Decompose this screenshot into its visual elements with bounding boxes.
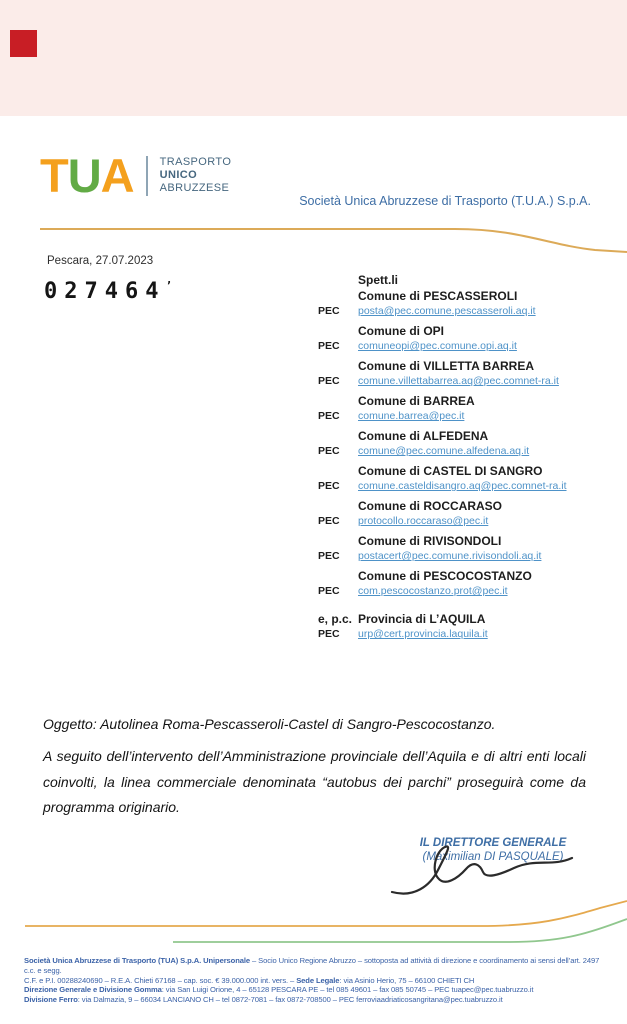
pec-label: PEC	[318, 340, 340, 352]
logo-tagline	[160, 156, 232, 195]
recipient-name: Comune di OPI	[358, 324, 445, 338]
footer-line: Società Unica Abruzzese di Trasporto (TUA) S.p.A. Unipersonale – Socio Unico Regione Abruzzo – sottoposta ad attività di direzione e coordinamento ai sensi dell’art. 2497 c.c. e segg.	[24, 956, 600, 975]
pec-label: PEC	[318, 410, 340, 422]
logo-letter-t: T	[40, 149, 68, 202]
tua-logo	[40, 149, 232, 202]
footer-line: Divisione Ferro: via Dalmazia, 9 – 66034 LANCIANO CH – tel 0872-7081 – fax 0872-708500 – PEC ferroviaadriaticosangritana@pec.tuabruzzo.it	[24, 995, 503, 1005]
footer-legal-text	[24, 956, 610, 1005]
cc-block	[318, 611, 618, 642]
pec-label: PEC	[318, 550, 340, 562]
logo-tagline-line1: TRASPORTO	[159, 156, 232, 168]
pec-label: PEC	[318, 480, 340, 492]
signer-role: IL DIRETTORE GENERALE	[419, 837, 567, 849]
recipient-email-link[interactable]: postacert@pec.comune.rivisondoli.aq.it	[358, 550, 542, 562]
cc-email-link[interactable]: urp@cert.provincia.laquila.it	[358, 628, 488, 640]
footer-decorative-curves	[0, 900, 627, 958]
recipient-name: Comune di ALFEDENA	[358, 429, 489, 443]
logo-tagline-line2: UNICO	[159, 169, 198, 181]
recipient-item	[318, 428, 618, 459]
recipient-name: Comune di PESCASSEROLI	[358, 289, 518, 303]
recipient-name: Comune di CASTEL DI SANGRO	[358, 464, 543, 478]
pec-label: PEC	[318, 305, 340, 317]
cc-prefix: e, p.c.	[318, 612, 353, 626]
recipient-name: Comune di VILLETTA BARREA	[358, 359, 534, 373]
recipient-name: Comune di BARREA	[358, 394, 475, 408]
red-marker-square	[10, 30, 37, 57]
recipient-email-link[interactable]: posta@pec.comune.pescasseroli.aq.it	[358, 305, 536, 317]
pec-label: PEC	[318, 445, 340, 457]
recipient-item	[318, 533, 618, 564]
letter-page	[0, 116, 627, 1024]
handwritten-signature	[386, 840, 581, 902]
recipient-item	[318, 498, 618, 529]
protocol-stamp-mark: ’	[165, 279, 173, 292]
recipient-name: Comune di ROCCARASO	[358, 499, 502, 513]
footer-line: Direzione Generale e Divisione Gomma: via San Luigi Orione, 4 – 65128 PESCARA PE – tel 085 49601 – fax 085 50745 – PEC tuapec@pec.tuabruzzo.it	[24, 985, 534, 995]
recipient-email-link[interactable]: comune@pec.comune.alfedena.aq.it	[358, 445, 530, 457]
recipient-email-link[interactable]: comune.barrea@pec.it	[358, 410, 465, 422]
pec-label: PEC	[318, 515, 340, 527]
footer-line: C.F. e P.I. 00288240690 – R.E.A. Chieti 67168 – cap. soc. € 39.000.000 int. vers. – Sede Legale: via Asinio Herio, 75 – 66100 CHIETI CH	[24, 975, 475, 985]
recipient-email-link[interactable]: comuneopi@pec.comune.opi.aq.it	[358, 340, 517, 352]
salutation: Spett.li	[358, 273, 399, 287]
recipient-item	[318, 323, 618, 354]
recipient-email-link[interactable]: com.pescocostanzo.prot@pec.it	[358, 585, 508, 597]
company-name-line: Società Unica Abruzzese di Trasporto (T.U.A.) S.p.A.	[299, 194, 591, 208]
pec-label: PEC	[318, 375, 340, 387]
recipients-list	[318, 288, 618, 599]
body-paragraph: A seguito dell’intervento dell’Amministrazione provinciale dell’Aquila e di altri enti locali coinvolti, la linea commerciale denominata “autobus dei parchi” proseguirà come da programma originario.	[43, 748, 586, 815]
logo-letter-a: A	[100, 149, 134, 202]
recipient-item	[318, 568, 618, 599]
cc-recipient-name: Provincia di L’AQUILA	[358, 612, 486, 626]
recipients-block	[318, 272, 618, 642]
tua-logo-wordmark	[40, 149, 134, 202]
recipient-item	[318, 463, 618, 494]
signer-name: (Maximilian DI PASQUALE)	[422, 851, 564, 863]
recipient-email-link[interactable]: comune.casteldisangro.aq@pec.comnet-ra.it	[358, 480, 567, 492]
protocol-number-stamp	[44, 279, 172, 304]
pec-label: PEC	[318, 585, 340, 597]
recipient-email-link[interactable]: comune.villettabarrea.aq@pec.comnet-ra.it	[358, 375, 559, 387]
recipient-email-link[interactable]: protocollo.roccaraso@pec.it	[358, 515, 489, 527]
subject-line: Oggetto: Autolinea Roma-Pescasseroli-Castel di Sangro-Pescocostanzo.	[43, 716, 496, 732]
logo-tagline-line3: ABRUZZESE	[159, 182, 230, 194]
recipient-name: Comune di PESCOCOSTANZO	[358, 569, 532, 583]
recipient-item	[318, 393, 618, 424]
recipient-name: Comune di RIVISONDOLI	[358, 534, 502, 548]
place-date: Pescara, 27.07.2023	[47, 255, 154, 267]
protocol-number: 027464	[44, 279, 166, 304]
recipient-item	[318, 288, 618, 319]
logo-divider	[146, 156, 148, 196]
recipient-item	[318, 358, 618, 389]
logo-letter-u: U	[67, 149, 101, 202]
pec-label: PEC	[318, 628, 340, 640]
